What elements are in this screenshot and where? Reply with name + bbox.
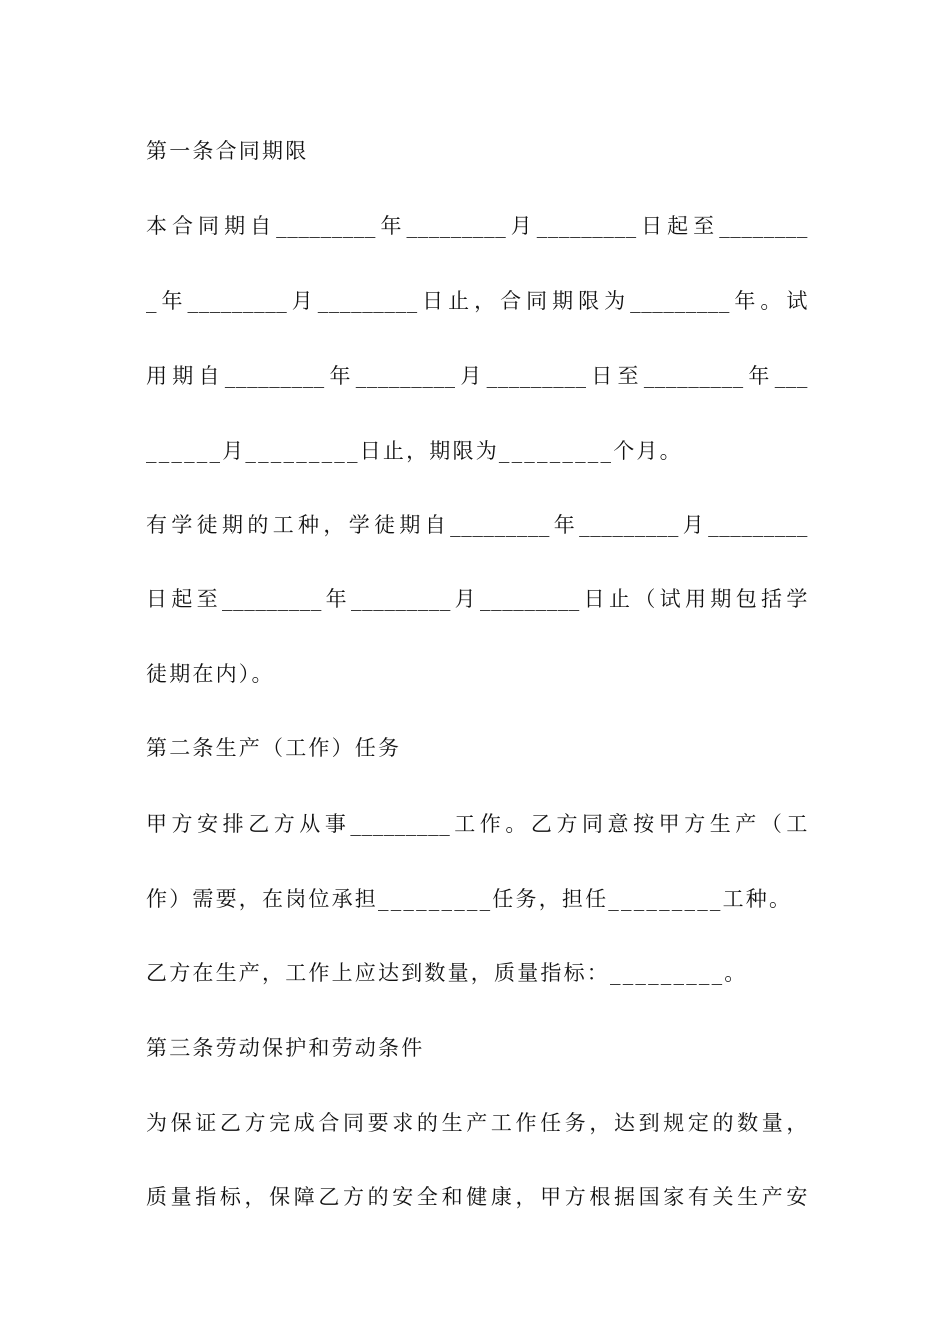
paragraph-line: 日起至_________年_________月_________日止（试用期包括学 bbox=[146, 587, 808, 611]
article-1-heading: 第一条合同期限 bbox=[146, 139, 309, 163]
paragraph-line: 为保证乙方完成合同要求的生产工作任务，达到规定的数量， bbox=[146, 1111, 808, 1135]
article-3-heading: 第三条劳动保护和劳动条件 bbox=[146, 1036, 425, 1060]
paragraph-line: 作）需要，在岗位承担_________任务，担任_________工种。 bbox=[146, 887, 793, 911]
paragraph-line: 有学徒期的工种，学徒期自_________年_________月_________ bbox=[146, 513, 808, 537]
paragraph-line: 质量指标，保障乙方的安全和健康，甲方根据国家有关生产安 bbox=[146, 1185, 808, 1209]
paragraph-line: 甲方安排乙方从事_________工作。乙方同意按甲方生产（工 bbox=[146, 812, 808, 836]
paragraph-line: _年_________月_________日止，合同期限为_________年。试 bbox=[146, 289, 808, 313]
paragraph-line: 本合同期自_________年_________月_________日起至________ bbox=[146, 214, 808, 238]
article-2-heading: 第二条生产（工作）任务 bbox=[146, 736, 402, 760]
paragraph-line: ______月_________日止，期限为_________个月。 bbox=[146, 439, 683, 463]
paragraph-line: 乙方在生产，工作上应达到数量，质量指标：_________。 bbox=[146, 961, 748, 985]
paragraph-line: 用期自_________年_________月_________日至_________年___ bbox=[146, 364, 808, 388]
paragraph-line: 徒期在内）。 bbox=[146, 662, 275, 686]
